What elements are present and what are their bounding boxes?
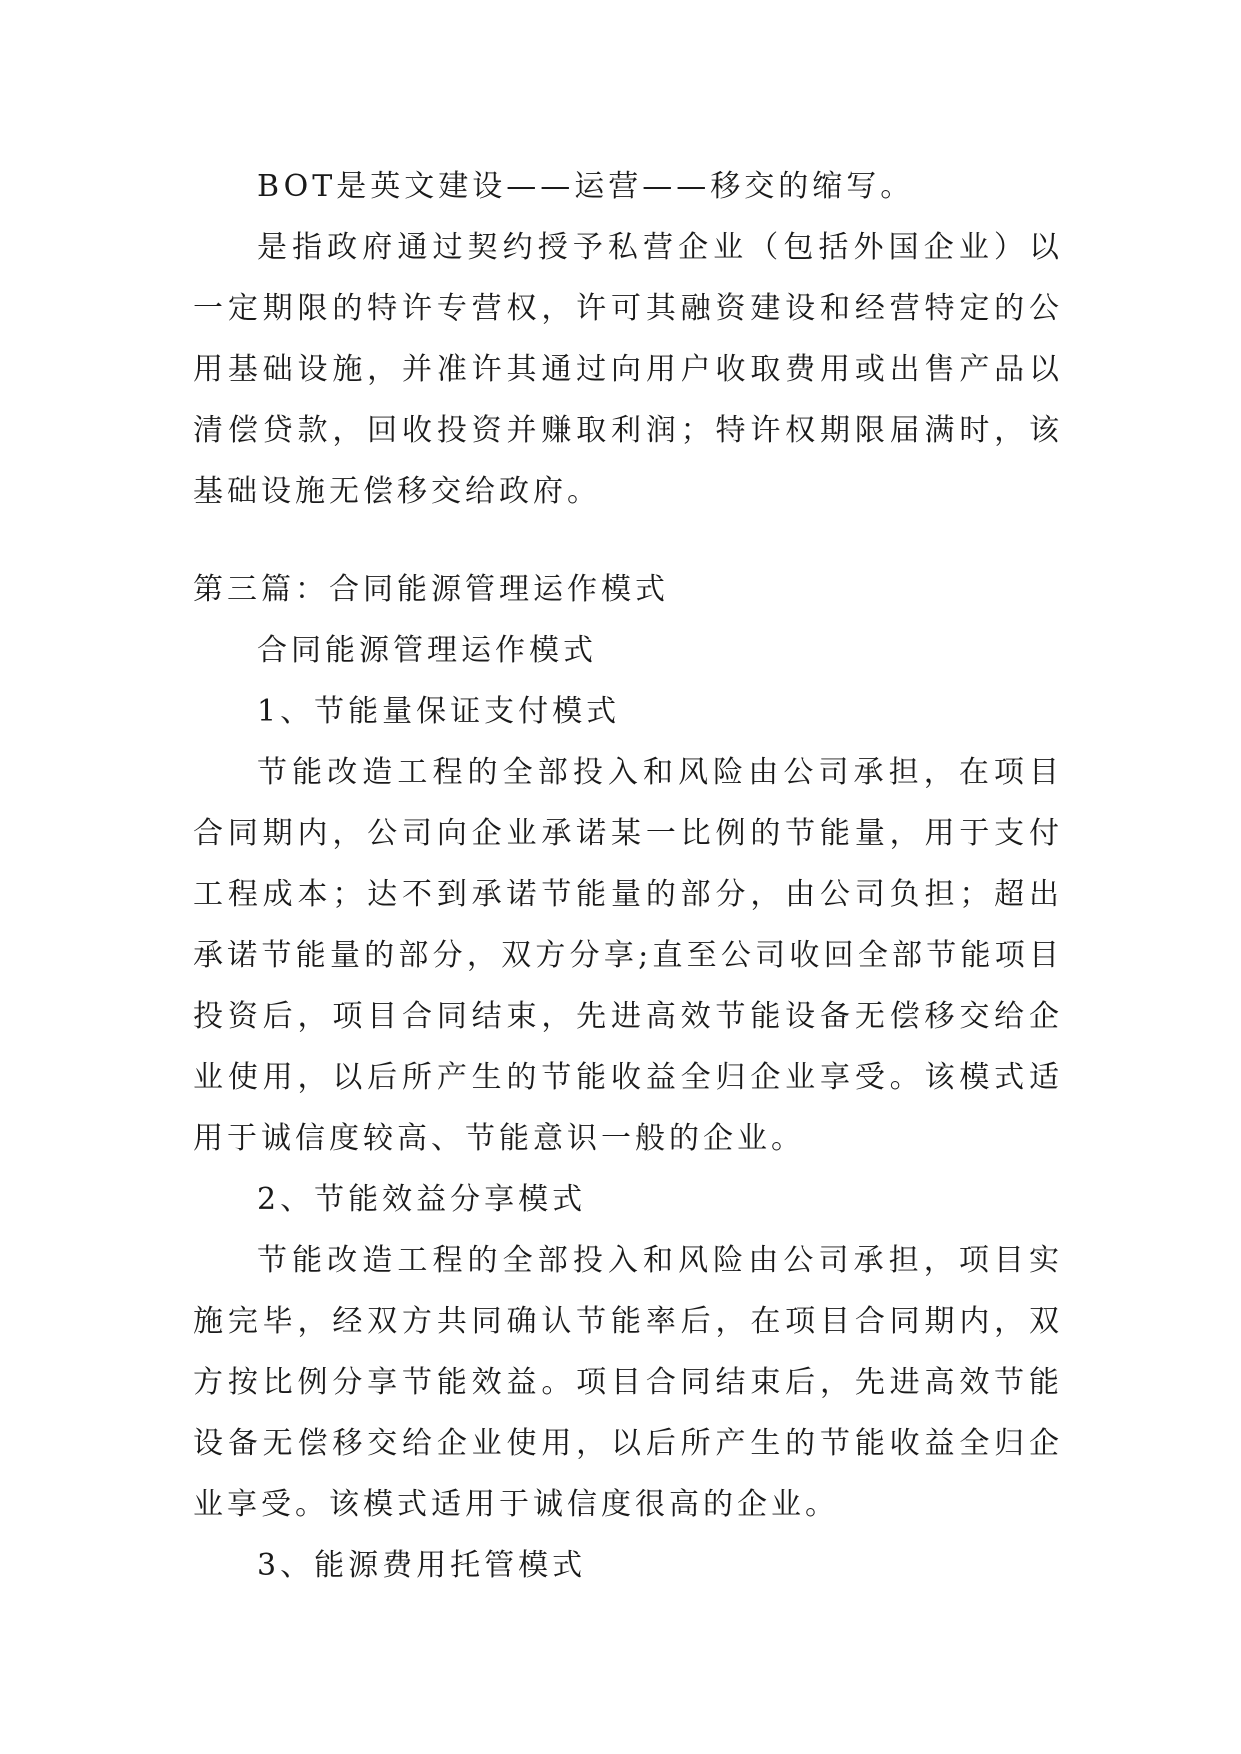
mode1-paragraph: 节能改造工程的全部投入和风险由公司承担，在项目合同期内，公司向企业承诺某一比例的节能量，用于支付工程成本；达不到承诺节能量的部分，由公司负担；超出承诺节能量的部分，双方分享;直至公司收回全部节能项目投资后，项目合同结束，先进高效节能设备无偿移交给企业使用，以后所产生的节能收益全归企业享受。该模式适用于诚信度较高、节能意识一般的企业。	[193, 755, 1063, 1156]
mode1-title: 1、节能量保证支付模式	[257, 694, 621, 729]
mode2-paragraph: 节能改造工程的全部投入和风险由公司承担，项目实施完毕，经双方共同确认节能率后，在项目合同期内，双方按比例分享节能效益。项目合同结束后，先进高效节能设备无偿移交给企业使用，以后所产生的节能收益全归企业享受。该模式适用于诚信度很高的企业。	[193, 1243, 1063, 1522]
bot-explanation-paragraph: 是指政府通过契约授予私营企业（包括外国企业）以一定期限的特许专营权，许可其融资建设和经营特定的公用基础设施，并准许其通过向用户收取费用或出售产品以清偿贷款，回收投资并赚取利润；特许权期限届满时，该基础设施无偿移交给政府。	[193, 230, 1063, 509]
mode2-title: 2、节能效益分享模式	[257, 1182, 587, 1217]
section-subtitle: 合同能源管理运作模式	[257, 633, 597, 668]
bot-definition-line: BOT是英文建设——运营——移交的缩写。	[257, 169, 915, 204]
mode3-title: 3、能源费用托管模式	[257, 1548, 587, 1583]
emc-section	[193, 559, 1063, 1596]
section-heading: 第三篇：合同能源管理运作模式	[193, 572, 669, 607]
bot-section	[193, 156, 1063, 522]
